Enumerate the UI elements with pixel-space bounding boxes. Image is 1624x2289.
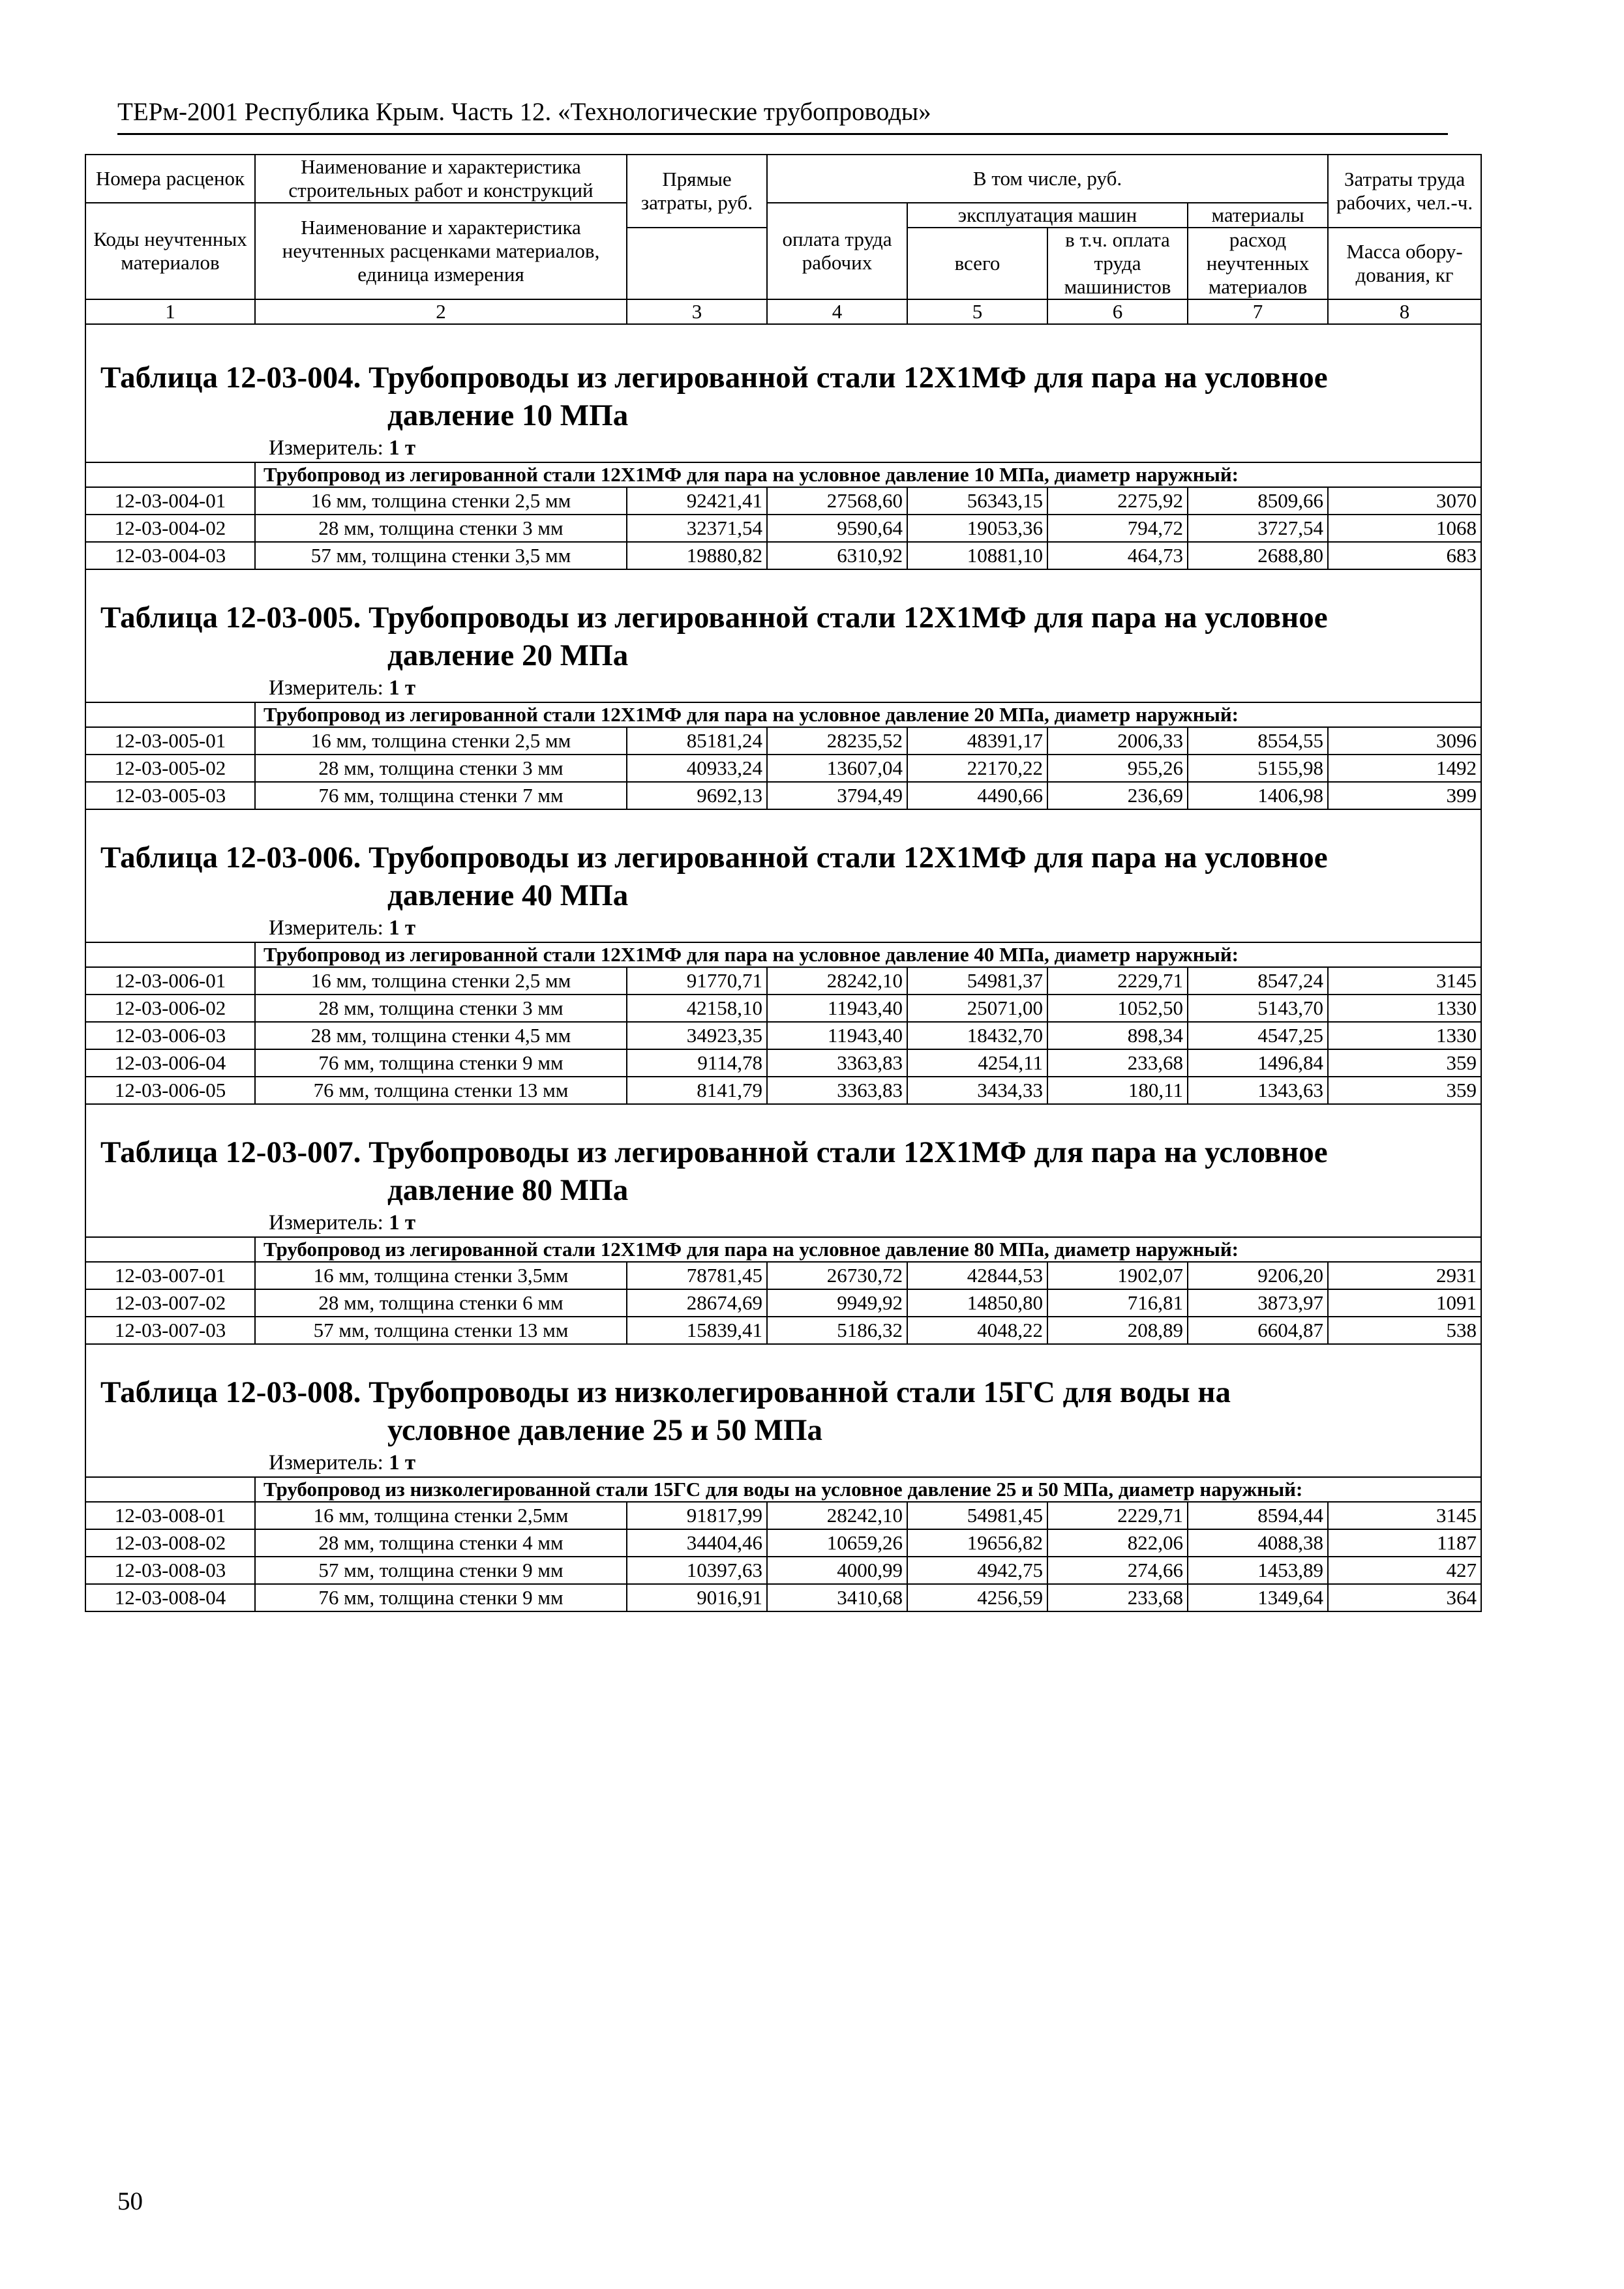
page-number: 50 <box>117 2187 143 2215</box>
group-description: Трубопровод из легированной стали 12Х1МФ для пара на условное давление 80 МПа, диаметр наружный: <box>255 1237 1481 1262</box>
operator-cost: 274,66 <box>1047 1557 1188 1584</box>
rate-code: 12-03-004-01 <box>85 487 255 515</box>
direct-cost: 91817,99 <box>627 1502 767 1529</box>
column-number: 5 <box>907 299 1047 324</box>
direct-cost: 15839,41 <box>627 1317 767 1344</box>
direct-cost: 9016,91 <box>627 1584 767 1611</box>
labor-cost: 3363,83 <box>767 1049 907 1077</box>
rate-name: 57 мм, толщина стенки 3,5 мм <box>255 542 627 569</box>
machine-cost: 42844,53 <box>907 1262 1047 1289</box>
direct-cost: 91770,71 <box>627 967 767 995</box>
direct-cost: 10397,63 <box>627 1557 767 1584</box>
rate-code: 12-03-004-02 <box>85 515 255 542</box>
section-title-line2: давление 40 МПа <box>387 878 629 912</box>
rate-name: 76 мм, толщина стенки 7 мм <box>255 782 627 809</box>
spacer-cell <box>85 809 1481 839</box>
labor-cost: 9949,92 <box>767 1289 907 1317</box>
material-cost: 1406,98 <box>1188 782 1328 809</box>
section-title-row <box>85 1133 1481 1209</box>
table-row <box>85 1584 1481 1611</box>
table-row <box>85 542 1481 569</box>
operator-cost: 2275,92 <box>1047 487 1188 515</box>
machine-cost: 18432,70 <box>907 1022 1047 1049</box>
machine-cost: 3434,33 <box>907 1077 1047 1104</box>
machine-cost: 14850,80 <box>907 1289 1047 1317</box>
labor-cost: 13607,04 <box>767 755 907 782</box>
labor-hours: 1068 <box>1328 515 1481 542</box>
machine-cost: 4048,22 <box>907 1317 1047 1344</box>
material-cost: 8594,44 <box>1188 1502 1328 1529</box>
machine-cost: 25071,00 <box>907 995 1047 1022</box>
material-cost: 1453,89 <box>1188 1557 1328 1584</box>
rate-code: 12-03-008-02 <box>85 1529 255 1557</box>
material-cost: 9206,20 <box>1188 1262 1328 1289</box>
section-spacer <box>85 1344 1481 1373</box>
header-operator-pay: в т.ч. оплата труда машинистов <box>1047 228 1188 299</box>
material-cost: 5143,70 <box>1188 995 1328 1022</box>
direct-cost: 32371,54 <box>627 515 767 542</box>
labor-hours: 3145 <box>1328 1502 1481 1529</box>
operator-cost: 208,89 <box>1047 1317 1188 1344</box>
column-number: 4 <box>767 299 907 324</box>
header-material-name: Наименование и характеристика неучтенных расценками материалов, единица измерения <box>255 203 627 299</box>
rate-name: 16 мм, толщина стенки 2,5мм <box>255 1502 627 1529</box>
section-spacer <box>85 324 1481 359</box>
operator-cost: 822,06 <box>1047 1529 1188 1557</box>
spacer-cell <box>85 569 1481 599</box>
operator-cost: 898,34 <box>1047 1022 1188 1049</box>
meter-label: Измеритель: <box>269 916 383 940</box>
group-row <box>85 942 1481 967</box>
table-row <box>85 1502 1481 1529</box>
rate-code: 12-03-006-05 <box>85 1077 255 1104</box>
labor-hours: 359 <box>1328 1077 1481 1104</box>
header-materials: материалы <box>1188 203 1328 228</box>
labor-cost: 3794,49 <box>767 782 907 809</box>
section-title <box>85 359 1481 434</box>
column-number: 7 <box>1188 299 1328 324</box>
header-worker-pay: оплата труда рабочих <box>767 203 907 299</box>
table-row <box>85 1529 1481 1557</box>
labor-hours: 3070 <box>1328 487 1481 515</box>
group-description: Трубопровод из легированной стали 12Х1МФ для пара на условное давление 10 МПа, диаметр наружный: <box>255 462 1481 487</box>
meter-row <box>85 434 1481 462</box>
section-title <box>85 839 1481 914</box>
section-title-row <box>85 599 1481 674</box>
header-labor-hours: Затраты труда рабочих, чел.-ч. <box>1328 155 1481 228</box>
machine-cost: 4490,66 <box>907 782 1047 809</box>
rate-code: 12-03-008-04 <box>85 1584 255 1611</box>
machine-cost: 48391,17 <box>907 727 1047 755</box>
material-cost: 8509,66 <box>1188 487 1328 515</box>
header-including: В том числе, руб. <box>767 155 1328 203</box>
direct-cost: 28674,69 <box>627 1289 767 1317</box>
table-row <box>85 1049 1481 1077</box>
machine-cost: 54981,45 <box>907 1502 1047 1529</box>
labor-cost: 3410,68 <box>767 1584 907 1611</box>
header-machines-total: всего <box>907 228 1047 299</box>
meter <box>85 1449 1481 1477</box>
labor-hours: 3096 <box>1328 727 1481 755</box>
section-title <box>85 599 1481 674</box>
rate-name: 16 мм, толщина стенки 2,5 мм <box>255 967 627 995</box>
labor-cost: 3363,83 <box>767 1077 907 1104</box>
section-title-line2: давление 80 МПа <box>387 1173 629 1207</box>
column-number: 1 <box>85 299 255 324</box>
rate-name: 16 мм, толщина стенки 2,5 мм <box>255 487 627 515</box>
rate-name: 28 мм, толщина стенки 4 мм <box>255 1529 627 1557</box>
operator-cost: 180,11 <box>1047 1077 1188 1104</box>
table-row <box>85 1022 1481 1049</box>
material-cost: 1343,63 <box>1188 1077 1328 1104</box>
section-title-row <box>85 839 1481 914</box>
table-body <box>85 324 1481 1611</box>
labor-cost: 28235,52 <box>767 727 907 755</box>
rate-name: 28 мм, толщина стенки 3 мм <box>255 755 627 782</box>
rate-code: 12-03-007-02 <box>85 1289 255 1317</box>
direct-cost: 40933,24 <box>627 755 767 782</box>
table-row <box>85 995 1481 1022</box>
labor-hours: 1492 <box>1328 755 1481 782</box>
direct-cost: 34404,46 <box>627 1529 767 1557</box>
labor-cost: 27568,60 <box>767 487 907 515</box>
machine-cost: 4254,11 <box>907 1049 1047 1077</box>
rate-name: 16 мм, толщина стенки 3,5мм <box>255 1262 627 1289</box>
section-title-line2: давление 20 МПа <box>387 638 629 672</box>
material-cost: 1349,64 <box>1188 1584 1328 1611</box>
meter-row <box>85 914 1481 942</box>
section-title <box>85 1373 1481 1449</box>
meter-label: Измеритель: <box>269 1451 383 1474</box>
material-cost: 3727,54 <box>1188 515 1328 542</box>
material-cost: 1496,84 <box>1188 1049 1328 1077</box>
header-rates-numbers: Номера расценок <box>85 155 255 203</box>
rate-code: 12-03-008-03 <box>85 1557 255 1584</box>
group-code-cell <box>85 702 255 727</box>
machine-cost: 54981,37 <box>907 967 1047 995</box>
table-row <box>85 755 1481 782</box>
operator-cost: 233,68 <box>1047 1584 1188 1611</box>
labor-hours: 399 <box>1328 782 1481 809</box>
meter-row <box>85 1449 1481 1477</box>
labor-cost: 11943,40 <box>767 995 907 1022</box>
rate-code: 12-03-005-01 <box>85 727 255 755</box>
machine-cost: 19656,82 <box>907 1529 1047 1557</box>
table-header <box>85 155 1481 324</box>
section-title-line2: давление 10 МПа <box>387 398 629 432</box>
rate-code: 12-03-007-03 <box>85 1317 255 1344</box>
section-spacer <box>85 569 1481 599</box>
running-title: ТЕРм-2001 Республика Крым. Часть 12. «Технологические трубопроводы» <box>117 98 931 126</box>
section-spacer <box>85 1104 1481 1133</box>
labor-hours: 2931 <box>1328 1262 1481 1289</box>
operator-cost: 1052,50 <box>1047 995 1188 1022</box>
column-number: 6 <box>1047 299 1188 324</box>
section-title-line1: Таблица 12-03-004. Трубопроводы из легированной стали 12Х1МФ для пара на условное <box>100 361 1328 395</box>
rate-name: 28 мм, толщина стенки 4,5 мм <box>255 1022 627 1049</box>
labor-hours: 1091 <box>1328 1289 1481 1317</box>
group-code-cell <box>85 942 255 967</box>
rate-code: 12-03-006-04 <box>85 1049 255 1077</box>
meter-row <box>85 674 1481 702</box>
spacer-cell <box>85 1344 1481 1373</box>
header-material-codes: Коды неучтенных материалов <box>85 203 255 299</box>
rate-name: 16 мм, толщина стенки 2,5 мм <box>255 727 627 755</box>
meter-label: Измеритель: <box>269 436 383 460</box>
direct-cost: 9114,78 <box>627 1049 767 1077</box>
operator-cost: 955,26 <box>1047 755 1188 782</box>
material-cost: 4088,38 <box>1188 1529 1328 1557</box>
table-row <box>85 1557 1481 1584</box>
meter-value: 1 т <box>389 916 416 940</box>
operator-cost: 2229,71 <box>1047 1502 1188 1529</box>
machine-cost: 19053,36 <box>907 515 1047 542</box>
operator-cost: 2229,71 <box>1047 967 1188 995</box>
column-number: 2 <box>255 299 627 324</box>
operator-cost: 233,68 <box>1047 1049 1188 1077</box>
operator-cost: 464,73 <box>1047 542 1188 569</box>
direct-cost: 9692,13 <box>627 782 767 809</box>
table-row <box>85 782 1481 809</box>
rate-code: 12-03-006-03 <box>85 1022 255 1049</box>
material-cost: 4547,25 <box>1188 1022 1328 1049</box>
group-description: Трубопровод из низколегированной стали 15ГС для воды на условное давление 25 и 50 МПа, диаметр наружный: <box>255 1477 1481 1502</box>
rate-name: 76 мм, толщина стенки 13 мм <box>255 1077 627 1104</box>
direct-cost: 19880,82 <box>627 542 767 569</box>
machine-cost: 4256,59 <box>907 1584 1047 1611</box>
material-cost: 5155,98 <box>1188 755 1328 782</box>
spacer-cell <box>85 324 1481 359</box>
group-code-cell <box>85 1237 255 1262</box>
operator-cost: 716,81 <box>1047 1289 1188 1317</box>
rate-code: 12-03-008-01 <box>85 1502 255 1529</box>
machine-cost: 22170,22 <box>907 755 1047 782</box>
operator-cost: 2006,33 <box>1047 727 1188 755</box>
direct-cost: 85181,24 <box>627 727 767 755</box>
column-number-row <box>85 299 1481 324</box>
material-cost: 8554,55 <box>1188 727 1328 755</box>
machine-cost: 56343,15 <box>907 487 1047 515</box>
rate-code: 12-03-005-02 <box>85 755 255 782</box>
labor-hours: 364 <box>1328 1584 1481 1611</box>
table-row <box>85 515 1481 542</box>
direct-cost: 92421,41 <box>627 487 767 515</box>
price-table <box>85 154 1482 1612</box>
labor-cost: 9590,64 <box>767 515 907 542</box>
meter-value: 1 т <box>389 676 416 700</box>
labor-cost: 28242,10 <box>767 1502 907 1529</box>
table-row <box>85 727 1481 755</box>
header-material-consumption: расход неучтенных материалов <box>1188 228 1328 299</box>
rate-name: 28 мм, толщина стенки 3 мм <box>255 515 627 542</box>
rate-code: 12-03-005-03 <box>85 782 255 809</box>
header-direct-costs-continued <box>627 228 767 299</box>
group-row <box>85 462 1481 487</box>
group-code-cell <box>85 462 255 487</box>
rate-name: 28 мм, толщина стенки 3 мм <box>255 995 627 1022</box>
labor-cost: 10659,26 <box>767 1529 907 1557</box>
section-title-line1: Таблица 12-03-007. Трубопроводы из легированной стали 12Х1МФ для пара на условное <box>100 1135 1328 1169</box>
group-row <box>85 1477 1481 1502</box>
section-spacer <box>85 809 1481 839</box>
header-work-name: Наименование и характеристика строительных работ и конструкций <box>255 155 627 203</box>
labor-cost: 11943,40 <box>767 1022 907 1049</box>
table-row <box>85 967 1481 995</box>
group-row <box>85 702 1481 727</box>
rate-name: 76 мм, толщина стенки 9 мм <box>255 1584 627 1611</box>
rate-code: 12-03-004-03 <box>85 542 255 569</box>
section-title-row <box>85 359 1481 434</box>
section-title-line1: Таблица 12-03-006. Трубопроводы из легированной стали 12Х1МФ для пара на условное <box>100 841 1328 875</box>
rate-name: 28 мм, толщина стенки 6 мм <box>255 1289 627 1317</box>
meter <box>85 914 1481 942</box>
section-title-line2: условное давление 25 и 50 МПа <box>387 1413 822 1447</box>
section-title-line1: Таблица 12-03-005. Трубопроводы из легированной стали 12Х1МФ для пара на условное <box>100 601 1328 635</box>
labor-cost: 28242,10 <box>767 967 907 995</box>
section-title-line1: Таблица 12-03-008. Трубопроводы из низколегированной стали 15ГС для воды на <box>100 1375 1231 1409</box>
direct-cost: 42158,10 <box>627 995 767 1022</box>
group-description: Трубопровод из легированной стали 12Х1МФ для пара на условное давление 40 МПа, диаметр наружный: <box>255 942 1481 967</box>
labor-hours: 683 <box>1328 542 1481 569</box>
meter <box>85 674 1481 702</box>
rate-name: 57 мм, толщина стенки 13 мм <box>255 1317 627 1344</box>
column-number: 3 <box>627 299 767 324</box>
labor-cost: 5186,32 <box>767 1317 907 1344</box>
machine-cost: 10881,10 <box>907 542 1047 569</box>
material-cost: 2688,80 <box>1188 542 1328 569</box>
labor-hours: 3145 <box>1328 967 1481 995</box>
labor-cost: 4000,99 <box>767 1557 907 1584</box>
meter <box>85 1209 1481 1237</box>
material-cost: 8547,24 <box>1188 967 1328 995</box>
rate-code: 12-03-007-01 <box>85 1262 255 1289</box>
table-row <box>85 1317 1481 1344</box>
table-row <box>85 1289 1481 1317</box>
header-direct-costs: Прямые затраты, руб. <box>627 155 767 228</box>
machine-cost: 4942,75 <box>907 1557 1047 1584</box>
rate-code: 12-03-006-02 <box>85 995 255 1022</box>
table-row <box>85 1077 1481 1104</box>
operator-cost: 1902,07 <box>1047 1262 1188 1289</box>
labor-cost: 6310,92 <box>767 542 907 569</box>
rate-name: 76 мм, толщина стенки 9 мм <box>255 1049 627 1077</box>
direct-cost: 34923,35 <box>627 1022 767 1049</box>
material-cost: 6604,87 <box>1188 1317 1328 1344</box>
meter-value: 1 т <box>389 1451 416 1474</box>
group-row <box>85 1237 1481 1262</box>
spacer-cell <box>85 1104 1481 1133</box>
labor-hours: 1330 <box>1328 1022 1481 1049</box>
column-number: 8 <box>1328 299 1481 324</box>
header-equipment-mass: Масса обору-дования, кг <box>1328 228 1481 299</box>
direct-cost: 78781,45 <box>627 1262 767 1289</box>
labor-hours: 538 <box>1328 1317 1481 1344</box>
labor-hours: 1330 <box>1328 995 1481 1022</box>
meter-label: Измеритель: <box>269 676 383 700</box>
rate-code: 12-03-006-01 <box>85 967 255 995</box>
header-rule <box>117 133 1448 135</box>
direct-cost: 8141,79 <box>627 1077 767 1104</box>
meter <box>85 434 1481 462</box>
table-row <box>85 1262 1481 1289</box>
material-cost: 3873,97 <box>1188 1289 1328 1317</box>
group-description: Трубопровод из легированной стали 12Х1МФ для пара на условное давление 20 МПа, диаметр наружный: <box>255 702 1481 727</box>
meter-row <box>85 1209 1481 1237</box>
header-machine-operation: эксплуатация машин <box>907 203 1188 228</box>
group-code-cell <box>85 1477 255 1502</box>
labor-hours: 1187 <box>1328 1529 1481 1557</box>
section-title-row <box>85 1373 1481 1449</box>
section-title <box>85 1133 1481 1209</box>
operator-cost: 236,69 <box>1047 782 1188 809</box>
table-row <box>85 487 1481 515</box>
labor-hours: 359 <box>1328 1049 1481 1077</box>
meter-value: 1 т <box>389 436 416 460</box>
labor-cost: 26730,72 <box>767 1262 907 1289</box>
meter-value: 1 т <box>389 1211 416 1234</box>
rate-name: 57 мм, толщина стенки 9 мм <box>255 1557 627 1584</box>
meter-label: Измеритель: <box>269 1211 383 1234</box>
operator-cost: 794,72 <box>1047 515 1188 542</box>
labor-hours: 427 <box>1328 1557 1481 1584</box>
